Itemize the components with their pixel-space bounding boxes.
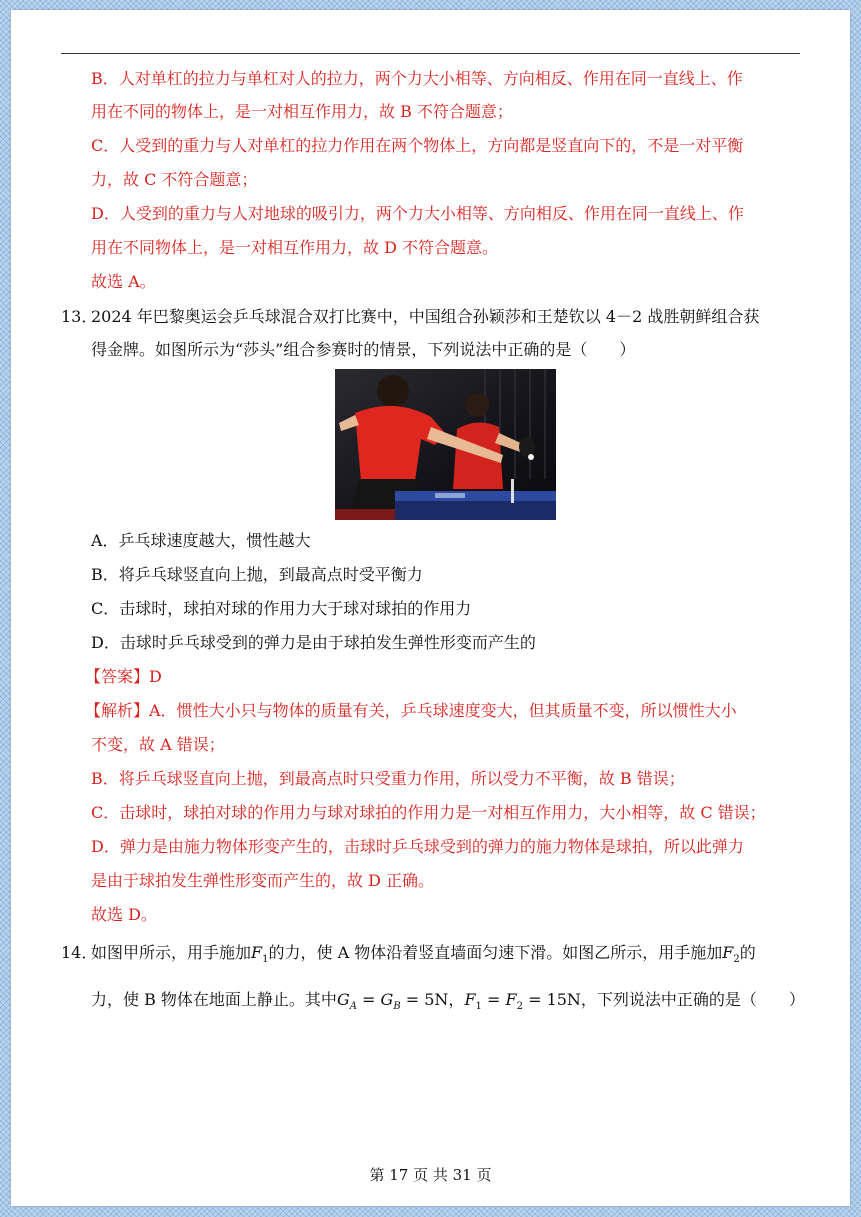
equals-sign-2: = (481, 990, 506, 1009)
force-value-and-prompt: = 15N，下列说法中正确的是（ ） (522, 990, 805, 1009)
question-13-analysis-d-line1: D．弹力是由施力物体形变产生的，击球时乒乓球受到的弹力的施力物体是球拍，所以此弹力 (91, 837, 744, 856)
weight-ga-subscript: A (349, 1001, 357, 1013)
analysis-tag: 【解析】 (85, 701, 150, 720)
question-13-option-d: D．击球时乒乓球受到的弹力是由于球拍发生弹性形变而产生的 (91, 633, 536, 652)
question-13-stem-line1: 2024 年巴黎奥运会乒乓球混合双打比赛中，中国组合孙颖莎和王楚钦以 4－2 战胜朝鲜组合获 (91, 307, 760, 326)
force-f1-symbol-2: F (464, 990, 476, 1009)
prev-analysis-c-line1: C．人受到的重力与人对单杠的拉力作用在两个物体上，方向都是竖直向下的，不是一对平衡 (91, 136, 744, 155)
question-14-number: 14． (61, 943, 98, 962)
question-13-analysis-b: B．将乒乓球竖直向上抛，到最高点时只受重力作用，所以受力不平衡，故 B 错误； (91, 769, 685, 788)
question-13-analysis-a-line2: 不变，故 A 错误； (91, 735, 225, 754)
force-f2-subscript-2: 2 (516, 1001, 523, 1013)
question-13-option-a: A．乒乓球速度越大，惯性越大 (91, 531, 311, 550)
weight-ga-symbol: G (336, 990, 350, 1009)
question-13-option-b: B．将乒乓球竖直向上抛，到最高点时受平衡力 (91, 565, 423, 584)
force-f1-subscript: 1 (262, 954, 269, 966)
force-f2-symbol-2: F (505, 990, 517, 1009)
prev-analysis-b-line2: 用在不同的物体上，是一对相互作用力，故 B 不符合题意； (91, 102, 513, 121)
force-f1-subscript-2: 1 (475, 1001, 482, 1013)
q14-text-c: 的 (739, 943, 756, 962)
question-13-stem-line2: 得金牌。如图所示为“莎头”组合参赛时的情景，下列说法中正确的是（ ） (91, 340, 636, 359)
prev-analysis-c-line2: 力，故 C 不符合题意； (91, 170, 258, 189)
question-13-answer: 【答案】D (85, 667, 162, 686)
page-footer: 第 17 页 共 31 页 (369, 1166, 492, 1184)
prev-analysis-d-line1: D．人受到的重力与人对地球的吸引力，两个力大小相等、方向相反、作用在同一直线上、作 (91, 204, 744, 223)
question-14-stem-line2 (91, 989, 805, 1011)
force-f1-symbol: F (251, 943, 263, 962)
prev-analysis-b-line1: B．人对单杠的拉力与单杠对人的拉力，两个力大小相等、方向相反、作用在同一直线上、作 (91, 69, 743, 88)
question-13-option-c: C．击球时，球拍对球的作用力大于球对球拍的作用力 (91, 599, 472, 618)
prev-analysis-d-line2: 用在不同物体上，是一对相互作用力，故 D 不符合题意。 (91, 238, 499, 257)
document-page (11, 10, 850, 1206)
header-rule (61, 53, 800, 54)
table-tennis-photo (335, 369, 556, 520)
question-13-number: 13． (61, 307, 98, 326)
q14-text-b: 的力，使 A 物体沿着竖直墙面匀速下滑。如图乙所示，用手施加 (268, 943, 723, 962)
q14-text-d: 力，使 B 物体在地面上静止。其中 (91, 990, 337, 1009)
weight-gb-symbol: G (380, 990, 394, 1009)
question-13-analysis-a-line1 (85, 700, 737, 722)
question-13-analysis-c: C．击球时，球拍对球的作用力与球对球拍的作用力是一对相互作用力，大小相等，故 C 错误； (91, 803, 766, 822)
q14-text-a: 如图甲所示，用手施加 (91, 943, 252, 962)
equals-sign: = (356, 990, 381, 1009)
question-13-analysis-d-line2: 是由于球拍发生弹性形变而产生的，故 D 正确。 (91, 871, 435, 890)
weight-value: = 5N， (400, 990, 465, 1009)
weight-gb-subscript: B (393, 1001, 401, 1013)
question-14-stem-line1 (91, 942, 756, 964)
question-13-final-choice: 故选 D。 (91, 905, 157, 924)
force-f2-subscript: 2 (733, 954, 740, 966)
prev-final-choice: 故选 A。 (91, 272, 156, 291)
force-f2-symbol: F (722, 943, 734, 962)
analysis-a-text: A．惯性大小只与物体的质量有关，乒乓球速度变大，但其质量不变，所以惯性大小 (149, 701, 737, 720)
